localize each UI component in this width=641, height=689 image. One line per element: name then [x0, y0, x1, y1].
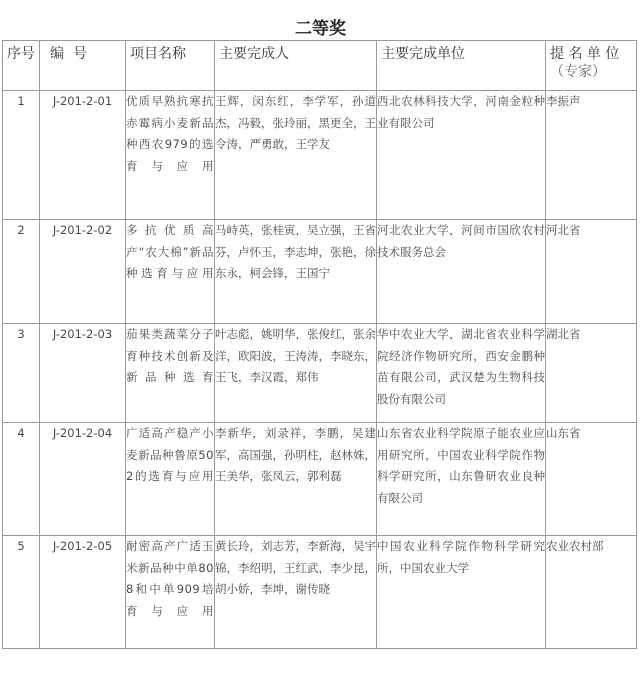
- cell-main-contributors: 叶志彪，姚明华，张俊红，张余洋，欧阳波，王涛涛，李晓东，王飞，李汉霞，郑伟: [215, 324, 377, 423]
- nominating-unit-note: （专家）: [550, 64, 606, 80]
- cell-nominating-unit: 李振声: [546, 91, 637, 220]
- cell-project-name: 广适高产稳产小麦新品种鲁原502的选育与应用: [126, 423, 215, 536]
- table-row: [3, 91, 637, 220]
- table-header-row: [3, 41, 637, 91]
- cell-code: J-201-2-03: [40, 324, 126, 423]
- cell-main-contributors: 马峙英，张桂寅，吴立强，王省芬，卢怀玉，李志坤，张艳，徐东永，柯会锋，王国宁: [215, 220, 377, 324]
- cell-project-name: 多抗优质高产“农大棉”新品种选育与应用: [126, 220, 215, 324]
- awards-table: [2, 40, 637, 649]
- header-code: 编 号: [40, 41, 126, 91]
- table-row: [3, 324, 637, 423]
- table-row: [3, 536, 637, 649]
- cell-serial-number: 5: [3, 536, 40, 649]
- page-title: 二等奖: [295, 19, 346, 39]
- cell-nominating-unit: 山东省: [546, 423, 637, 536]
- header-project-name: 项目名称: [126, 41, 215, 91]
- cell-code: J-201-2-02: [40, 220, 126, 324]
- cell-main-contributors: 王辉，闵东红，李学军，孙道杰，冯毅，张玲丽，黑更全，王令涛，严勇敢，王学友: [215, 91, 377, 220]
- header-main-contributors: 主要完成人: [215, 41, 377, 91]
- cell-code: J-201-2-04: [40, 423, 126, 536]
- table-row: [3, 423, 637, 536]
- cell-main-institutions: 华中农业大学，湖北省农业科学院经济作物研究所，西安金鹏种苗有限公司，武汉楚为生物科技股份有限公司: [377, 324, 546, 423]
- header-serial-number: 序号: [3, 41, 40, 91]
- header-main-institutions: 主要完成单位: [377, 41, 546, 91]
- cell-nominating-unit: 河北省: [546, 220, 637, 324]
- cell-code: J-201-2-01: [40, 91, 126, 220]
- cell-serial-number: 2: [3, 220, 40, 324]
- header-nominating-unit: [546, 41, 637, 91]
- cell-project-name: 耐密高产广适玉米新品种中单808和中单909培育与应用: [126, 536, 215, 649]
- cell-main-institutions: 中国农业科学院作物科学研究所，中国农业大学: [377, 536, 546, 649]
- cell-main-contributors: 黄长玲，刘志芳，李新海，吴宇锦，李绍明，王红武，李少昆，胡小娇，李坤，谢传晓: [215, 536, 377, 649]
- cell-nominating-unit: 农业农村部: [546, 536, 637, 649]
- cell-serial-number: 4: [3, 423, 40, 536]
- cell-main-institutions: 河北农业大学，河间市国欣农村技术服务总会: [377, 220, 546, 324]
- cell-code: J-201-2-05: [40, 536, 126, 649]
- cell-project-name: 茄果类蔬菜分子育种技术创新及新品种选育: [126, 324, 215, 423]
- cell-main-institutions: 山东省农业科学院原子能农业应用研究所，中国农业科学院作物科学研究所，山东鲁研农业良种有限公司: [377, 423, 546, 536]
- table-row: [3, 220, 637, 324]
- cell-project-name: 优质早熟抗寒抗赤霉病小麦新品种西农979的选育与应用: [126, 91, 215, 220]
- cell-main-institutions: 西北农林科技大学，河南金粒种业有限公司: [377, 91, 546, 220]
- cell-serial-number: 3: [3, 324, 40, 423]
- cell-nominating-unit: 湖北省: [546, 324, 637, 423]
- cell-main-contributors: 李新华，刘录祥，李鹏，吴建军，高国强，孙明柱，赵林姝，王美华，张凤云，郭利磊: [215, 423, 377, 536]
- cell-serial-number: 1: [3, 91, 40, 220]
- nominating-unit-label: 提 名 单 位: [550, 46, 620, 62]
